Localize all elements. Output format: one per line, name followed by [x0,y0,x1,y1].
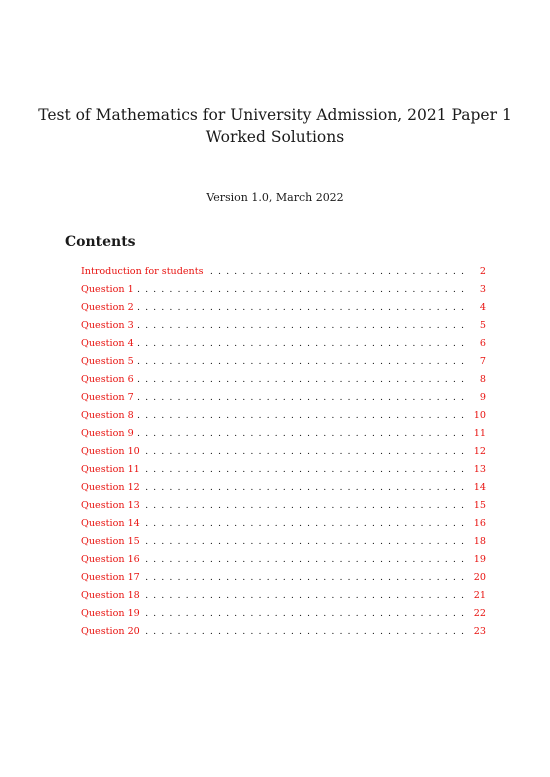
toc-entry-label[interactable]: Question 9 [81,428,134,439]
toc-dot-leader [137,389,464,407]
toc-entry-label[interactable]: Question 7 [81,392,134,403]
toc-dot-leader [143,551,464,569]
toc-dot-leader [137,371,464,389]
toc-entry-label[interactable]: Question 12 [81,482,140,493]
toc-entry[interactable] [81,461,486,479]
toc-entry-page-number[interactable]: 9 [479,392,486,403]
toc-entry[interactable] [81,587,486,605]
toc-entry[interactable] [81,569,486,587]
toc-entry-label[interactable]: Question 2 [81,302,134,313]
toc-dot-leader [143,479,464,497]
toc-dot-leader [137,317,464,335]
toc-entry-label[interactable]: Question 14 [81,518,140,529]
toc-entry-page-number[interactable]: 13 [473,464,486,475]
toc-dot-leader [137,281,464,299]
toc-entry-page-number[interactable]: 20 [473,572,486,583]
toc-entry-label[interactable]: Question 10 [81,446,140,457]
toc-entry[interactable] [81,551,486,569]
toc-entry-label[interactable]: Question 3 [81,320,134,331]
toc-entry-page-number[interactable]: 11 [473,428,486,439]
title-line-2: Worked Solutions [205,128,345,146]
toc-entry-label[interactable]: Question 4 [81,338,134,349]
toc-dot-leader [143,569,464,587]
toc-entry-page-number[interactable]: 14 [473,482,486,493]
toc-entry-page-number[interactable]: 21 [473,590,486,601]
version-line: Version 1.0, March 2022 [206,191,344,204]
toc-entry[interactable] [81,407,486,425]
toc-entry-page-number[interactable]: 8 [479,374,486,385]
toc-entry-label[interactable]: Question 19 [81,608,140,619]
toc-entry[interactable] [81,515,486,533]
toc-dot-leader [137,353,464,371]
toc-entry-page-number[interactable]: 19 [473,554,486,565]
toc-entry[interactable] [81,605,486,623]
toc-dot-leader [143,587,464,605]
toc-entry-page-number[interactable]: 2 [479,266,486,277]
toc-entry-page-number[interactable]: 7 [479,356,486,367]
toc-entry-page-number[interactable]: 3 [479,284,486,295]
toc-entry[interactable] [81,353,486,371]
toc-dot-leader [143,605,464,623]
toc-entry[interactable] [81,317,486,335]
toc-dot-leader [207,263,464,281]
toc-entry[interactable] [81,425,486,443]
contents-heading: Contents [65,234,136,250]
toc-entry-page-number[interactable]: 6 [479,338,486,349]
toc-dot-leader [143,623,464,641]
toc-entry[interactable] [81,263,486,281]
toc-entry[interactable] [81,533,486,551]
toc-entry-label[interactable]: Question 20 [81,626,140,637]
toc-dot-leader [143,515,464,533]
toc-dot-leader [137,299,464,317]
toc-dot-leader [137,407,464,425]
toc-entry-page-number[interactable]: 16 [473,518,486,529]
toc-dot-leader [143,443,464,461]
title-line-1: Test of Mathematics for University Admission, 2021 Paper 1 [38,106,512,124]
toc-dot-leader [137,425,464,443]
toc-entry-label[interactable]: Question 5 [81,356,134,367]
toc-entry-label[interactable]: Introduction for students [81,266,204,277]
toc-entry-page-number[interactable]: 18 [473,536,486,547]
toc-entry-label[interactable]: Question 16 [81,554,140,565]
toc-entry-label[interactable]: Question 6 [81,374,134,385]
toc-entry-page-number[interactable]: 5 [479,320,486,331]
toc-entry-label[interactable]: Question 1 [81,284,134,295]
toc-entry-page-number[interactable]: 15 [473,500,486,511]
toc-entry-page-number[interactable]: 22 [473,608,486,619]
toc-entry-page-number[interactable]: 4 [479,302,486,313]
toc-dot-leader [143,533,464,551]
toc-entry[interactable] [81,497,486,515]
toc-entry[interactable] [81,281,486,299]
toc-entry-label[interactable]: Question 15 [81,536,140,547]
toc-entry-label[interactable]: Question 8 [81,410,134,421]
toc-dot-leader [143,461,464,479]
toc-entry-label[interactable]: Question 18 [81,590,140,601]
toc-entry[interactable] [81,623,486,641]
toc-dot-leader [137,335,464,353]
toc-entry[interactable] [81,479,486,497]
toc-entry[interactable] [81,299,486,317]
toc-entry[interactable] [81,335,486,353]
toc-entry-page-number[interactable]: 12 [473,446,486,457]
toc-entry[interactable] [81,389,486,407]
toc-entry-label[interactable]: Question 13 [81,500,140,511]
table-of-contents [81,263,486,641]
document-title [0,104,550,148]
toc-dot-leader [143,497,464,515]
toc-entry[interactable] [81,371,486,389]
toc-entry-page-number[interactable]: 23 [473,626,486,637]
toc-entry-label[interactable]: Question 11 [81,464,140,475]
toc-entry[interactable] [81,443,486,461]
toc-entry-label[interactable]: Question 17 [81,572,140,583]
toc-entry-page-number[interactable]: 10 [473,410,486,421]
